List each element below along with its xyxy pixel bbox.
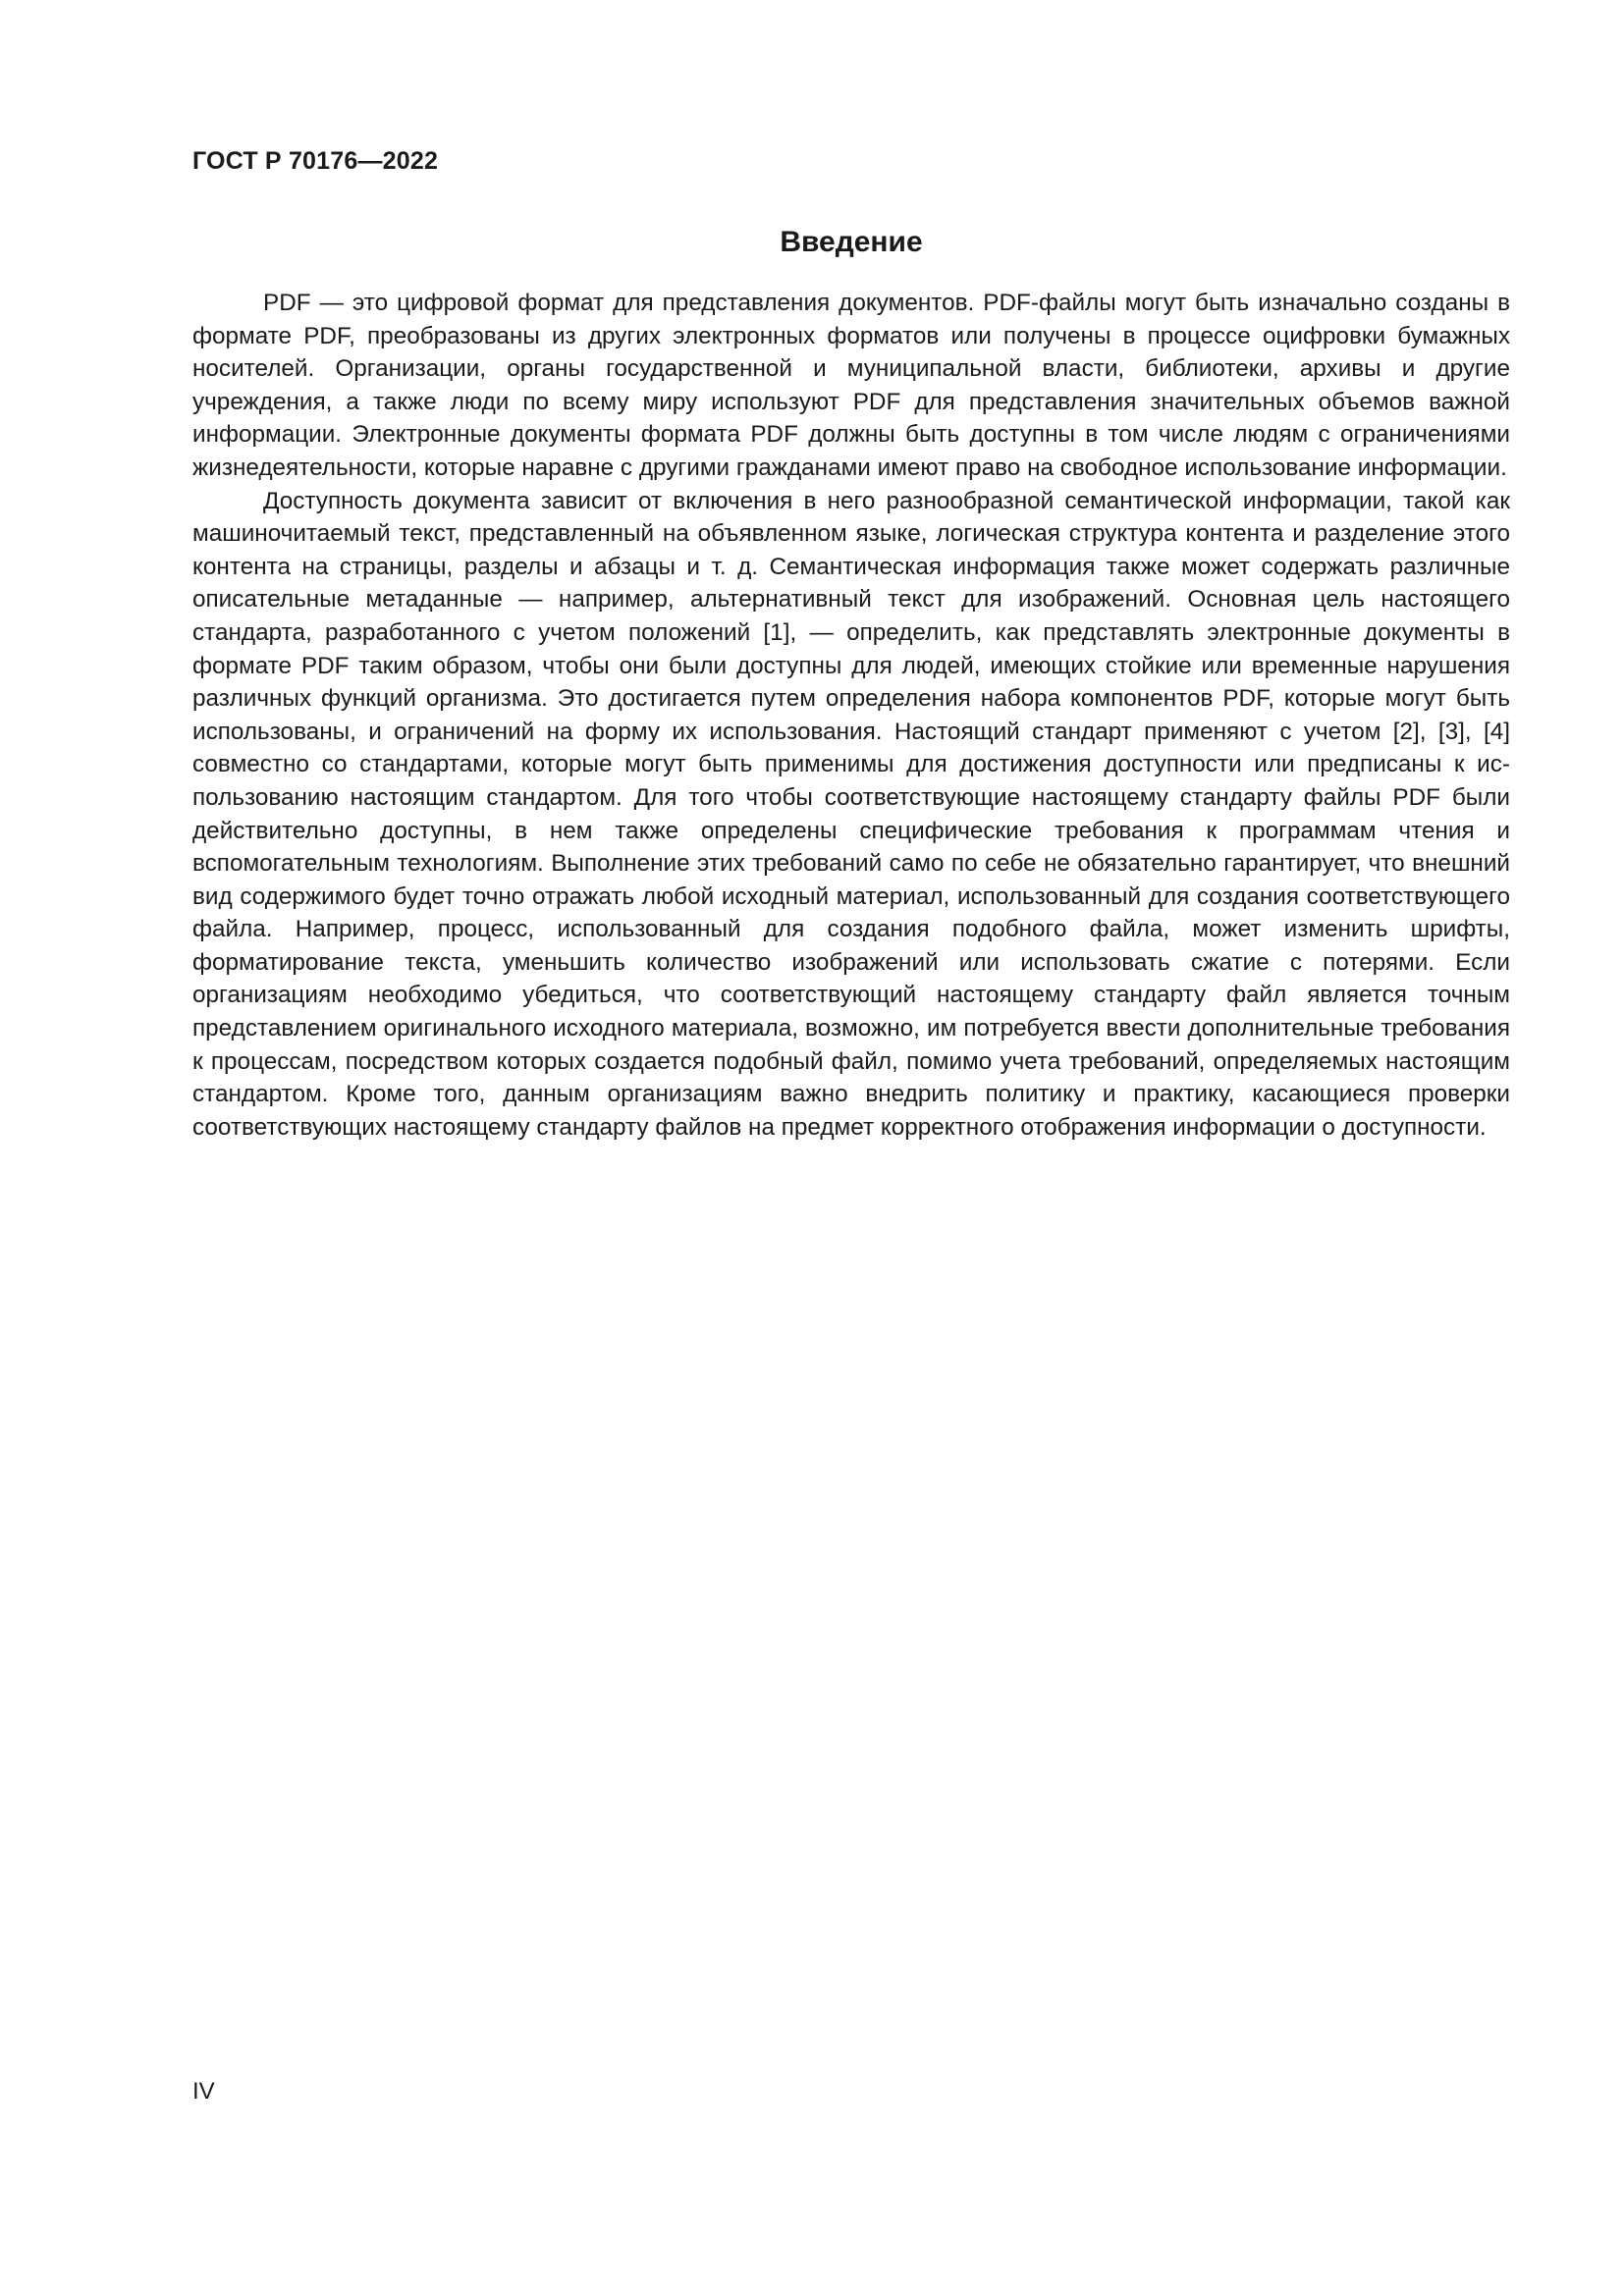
introduction-body [192, 287, 1510, 1144]
page-number: IV [192, 2078, 215, 2105]
section-title: Введение [780, 226, 923, 258]
paragraph: PDF — это цифровой формат для представления документов. PDF-файлы могут быть изначально созданы в формате PDF, преобразованы из других электронных форматов или получены в процессе оцифровки бумажных носителей. Организации, органы государственной и муниципальной власти, библиотеки, архивы и другие учреждения, а также люди по всему миру используют PDF для представления значительных объемов важной информации. Электронные документы формата PDF должны быть доступны в том числе людям с ограничениями жизнедеятельности, которые наравне с другими гражданами имеют право на свободное использование информации. [192, 290, 1510, 481]
standard-identifier: ГОСТ Р 70176—2022 [192, 147, 439, 175]
paragraph: Доступность документа зависит от включения в него разнообразной семантической информации, такой как машиночитаемый текст, представленный на объявленном языке, логическая структура контента и разделение этого контента на страницы, разделы и абзацы и т. д. Семантическая информация также может содержать различные описательные метаданные — например, альтернативный текст для изображений. Основная цель настоящего стандарта, разработанного с учетом положений [1], — определить, как представлять электронные документы в формате PDF таким образом, чтобы они были доступны для людей, имеющих стойкие или временные нарушения различных функций организма. Это достигается путем определения набора компонентов PDF, которые могут быть использованы, и ограничений на форму их использования. Настоящий стандарт применяют с учетом [2], [3], [4] совместно со стандартами, которые могут быть применимы для достижения доступности или предписаны к использованию настоящим стандартом. Для того чтобы соответствующие настоящему стандарту файлы PDF были действительно доступны, в нем также определены специфические требования к программам чтения и вспомогательным технологиям. Выполнение этих требований само по себе не обязательно гарантирует, что внешний вид содержимого будет точно отражать любой исходный материал, использованный для создания соответствующего файла. Например, процесс, использованный для создания подобного файла, может изменить шрифты, форматирование текста, уменьшить количество изображений или использовать сжатие с потерями. Если организациям необходимо убедиться, что соответствующий настоящему стандарту файл является точным представлением оригинального исходного материала, возможно, им потребуется ввести дополнительные требования к процессам, посредством которых создается подобный файл, помимо учета требований, определяемых настоящим стандартом. Кроме того, данным организациям важно внедрить политику и практику, касающиеся проверки соответствующих настоящему стандарту файлов на предмет корректного отображения информации о доступности. [192, 487, 1510, 1141]
